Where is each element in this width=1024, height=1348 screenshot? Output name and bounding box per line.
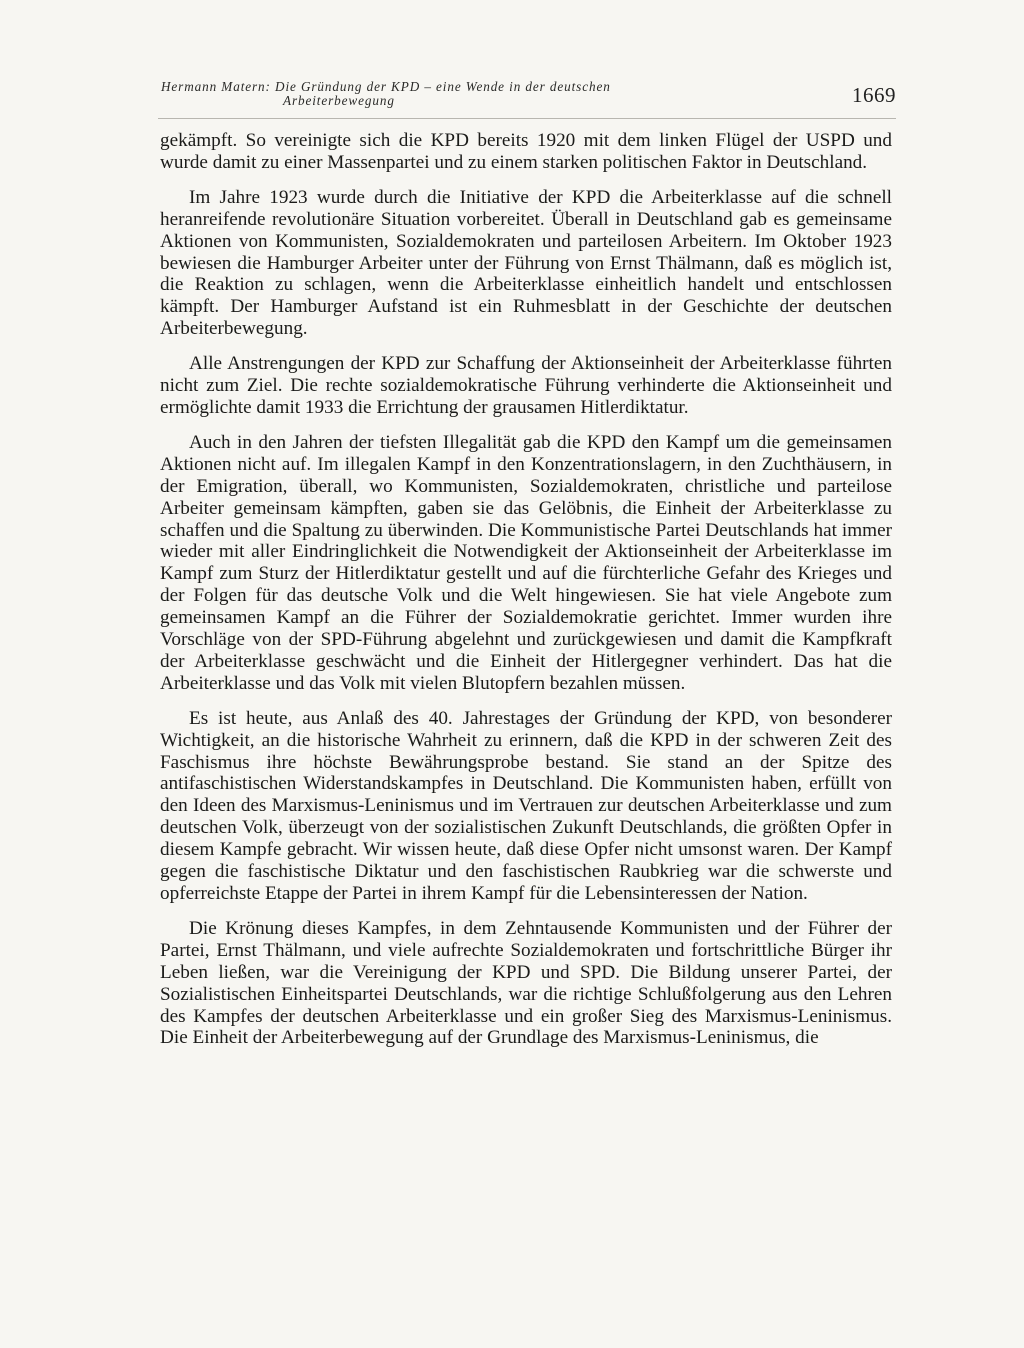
header-title-line-1: Hermann Matern: Die Gründung der KPD – eine Wende in der deutschen (161, 79, 611, 94)
running-header (161, 80, 896, 116)
header-title-line-2: Arbeiterbewegung (283, 93, 395, 108)
paragraph: Alle Anstrengungen der KPD zur Schaffung der Aktionseinheit der Arbeiterklasse führten nicht zum Ziel. Die rechte sozialdemokratische Führung verhinderte die Aktionseinheit und ermöglichte damit 1933 die Errichtung der grausamen Hitlerdiktatur. (160, 353, 892, 418)
page-number: 1669 (852, 83, 896, 107)
body-text (160, 130, 892, 1049)
header-title (161, 80, 761, 108)
paragraph: Die Krönung dieses Kampfes, in dem Zehntausende Kommunisten und der Führer der Partei, Ernst Thälmann, und viele aufrechte Sozialdemokraten und fortschrittliche Bürger ihr Leben ließen, war die Vereinigung der KPD und SPD. Die Bildung unserer Partei, der Sozialistischen Einheitspartei Deutschlands, war die richtige Schlußfolgerung aus den Lehren des Kampfes der deutschen Arbeiterklasse und ein großer Sieg des Marxismus-Leninismus. Die Einheit der Arbeiterbewegung auf der Grundlage des Marxismus-Leninismus, die (160, 917, 892, 1049)
paragraph: Auch in den Jahren der tiefsten Illegalität gab die KPD den Kampf um die gemeinsamen Aktionen nicht auf. Im illegalen Kampf in den Konzentrationslagern, in den Zuchthäusern, in der Emigration, überall, wo Kommunisten, Sozialdemokraten, christliche und parteilose Arbeiter gemeinsam kämpften, gaben sie das Gelöbnis, die Einheit der Arbeiterklasse zu schaffen und die Spaltung zu überwinden. Die Kommunistische Partei Deutschlands hat immer wieder mit aller Eindringlichkeit die Notwendigkeit der Aktionseinheit der Arbeiterklasse im Kampf zum Sturz der Hitlerdiktatur gestellt und auf die fürchterliche Gefahr des Krieges und der Folgen für das deutsche Volk und die Welt hingewiesen. Sie hat viele Angebote zum gemeinsamen Kampf an die Führer der Sozialdemokratie gerichtet. Immer wurden ihre Vorschläge von der SPD-Führung abgelehnt und zurückgewiesen und damit die Kampfkraft der Arbeiterklasse geschwächt und die Einheit der Hitlergegner verhindert. Das hat die Arbeiterklasse und das Volk mit vielen Blutopfern bezahlen müssen. (160, 431, 892, 694)
paragraph: Im Jahre 1923 wurde durch die Initiative der KPD die Arbeiterklasse auf die schnell heranreifende revolutionäre Situation vorbereitet. Überall in Deutschland gab es gemeinsame Aktionen von Kommunisten, Sozialdemokraten und parteilosen Arbeitern. Im Oktober 1923 bewiesen die Hamburger Arbeiter unter der Führung von Ernst Thälmann, daß es möglich ist, die Reaktion zu schlagen, wenn die Arbeiterklasse einheitlich handelt und entschlossen kämpft. Der Hamburger Aufstand ist ein Ruhmesblatt in der Geschichte der deutschen Arbeiterbewegung. (160, 186, 892, 340)
paragraph: gekämpft. So vereinigte sich die KPD bereits 1920 mit dem linken Flügel der USPD und wurde damit zu einer Massenpartei und zu einem starken politischen Faktor in Deutschland. (160, 130, 892, 173)
paragraph: Es ist heute, aus Anlaß des 40. Jahrestages der Gründung der KPD, von besonderer Wichtigkeit, an die historische Wahrheit zu erinnern, daß die KPD in der schweren Zeit des Faschismus ihre höchste Bewährungsprobe bestand. Sie stand an der Spitze des antifaschistischen Widerstandskampfes in Deutschland. Die Kommunisten haben, erfüllt von den Ideen des Marxismus-Leninismus und im Vertrauen zur deutschen Arbeiterklasse und zum deutschen Volk, überzeugt von der sozialistischen Zukunft Deutschlands, die größten Opfer in diesem Kampfe gebracht. Wir wissen heute, daß diese Opfer nicht umsonst waren. Der Kampf gegen die faschistische Diktatur und den faschistischen Raubkrieg war die schwerste und opferreichste Etappe der Partei in ihrem Kampf für die Lebensinteressen der Nation. (160, 707, 892, 904)
header-divider (158, 118, 896, 119)
